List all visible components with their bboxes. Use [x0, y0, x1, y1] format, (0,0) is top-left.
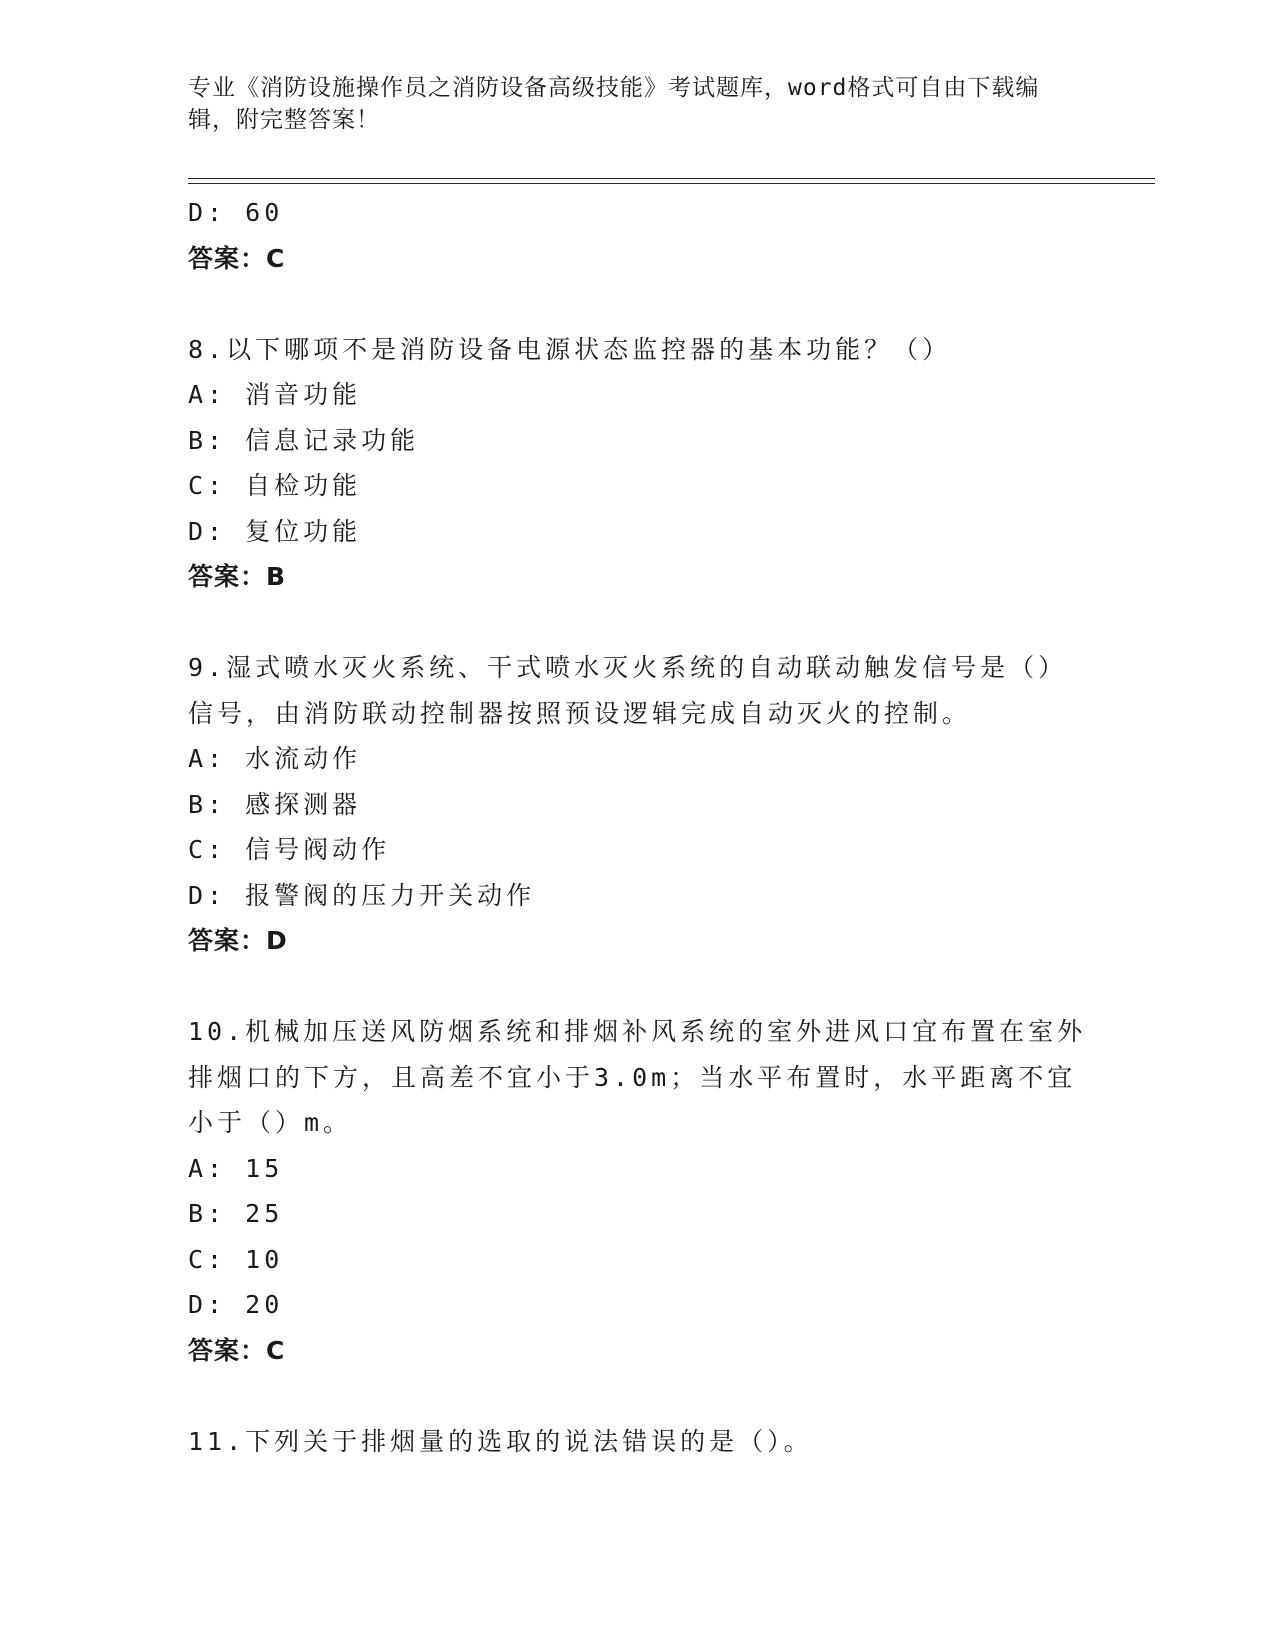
header-line-2: 辑，附完整答案！: [188, 107, 380, 133]
question-stem: [188, 1009, 1088, 1146]
option-d: D: 复位功能: [188, 516, 362, 546]
question-stem: [188, 645, 1088, 736]
spacer: [188, 600, 1088, 646]
stem-line: 9.湿式喷水灭火系统、干式喷水灭火系统的自动联动触发信号是（）: [188, 653, 1068, 682]
header-rule-bottom: [188, 183, 1155, 184]
option-b: B: 25: [188, 1199, 284, 1228]
spacer: [188, 281, 1088, 327]
option-d: D: 报警阀的压力开关动作: [188, 880, 536, 910]
question-8: [188, 327, 1088, 600]
stem-line: 11.下列关于排烟量的选取的说法错误的是（）。: [188, 1426, 813, 1456]
option-a: A: 消音功能: [188, 380, 362, 409]
stem-line: 小于（）m。: [188, 1108, 353, 1137]
question-10: [188, 1009, 1088, 1373]
answer-line: 答案：D: [188, 926, 288, 955]
option-a: A: 水流动作: [188, 744, 362, 773]
document-header: [188, 72, 1068, 136]
option-b: B: 感探测器: [188, 789, 362, 819]
answer-line: 答案：B: [188, 562, 287, 591]
spacer: [188, 964, 1088, 1010]
stem-line: 信号，由消防联动控制器按照预设逻辑完成自动灭火的控制。: [188, 698, 972, 728]
option-d: D: 20: [188, 1290, 284, 1319]
option-a: A: 15: [188, 1153, 284, 1183]
stem-line: 8.以下哪项不是消防设备电源状态监控器的基本功能？（）: [188, 334, 952, 364]
answer-line: 答案：C: [188, 243, 286, 273]
option-c: C: 10: [188, 1244, 284, 1274]
document-body: [188, 190, 1088, 1464]
stem-line: 排烟口的下方，且高差不宜小于3.0m；当水平布置时，水平距离不宜: [188, 1062, 1077, 1092]
previous-question-tail: [188, 190, 1088, 281]
option-c: C: 自检功能: [188, 471, 362, 500]
header-rule-top: [188, 178, 1155, 179]
answer-line: 答案：C: [188, 1335, 286, 1365]
option-b: B: 信息记录功能: [188, 425, 420, 455]
stem-line: 10.机械加压送风防烟系统和排烟补风系统的室外进风口宜布置在室外: [188, 1017, 1087, 1046]
spacer: [188, 1373, 1088, 1419]
question-stem: [188, 1419, 1088, 1465]
header-line-1: 专业《消防设施操作员之消防设备高级技能》考试题库，word格式可自由下载编: [188, 75, 1040, 101]
option-c: C: 信号阀动作: [188, 835, 391, 864]
question-11: [188, 1419, 1088, 1465]
option-d: D: 60: [188, 198, 284, 227]
question-stem: [188, 327, 1088, 373]
question-9: [188, 645, 1088, 964]
